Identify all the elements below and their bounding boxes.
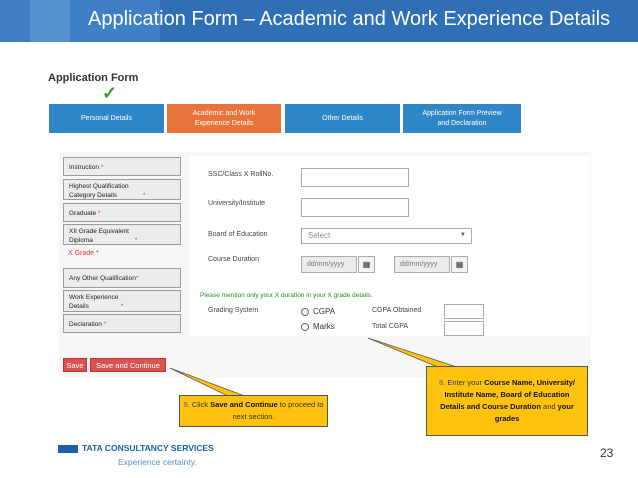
company-tagline: Experience certainty. [118, 457, 197, 467]
save-and-continue-button[interactable]: Save and Continue [90, 358, 166, 372]
chevron-down-icon: ▼ [460, 232, 466, 238]
university-label: University/Institute [208, 200, 266, 207]
end-date-input[interactable]: dd/mm/yyyy [394, 256, 450, 273]
start-date-input[interactable]: dd/mm/yyyy [301, 256, 357, 273]
grading-system-label: Grading System [208, 307, 259, 314]
save-button[interactable]: Save [63, 358, 87, 372]
company-logo: TATA CONSULTANCY SERVICES [58, 443, 214, 453]
form-heading: Application Form [48, 72, 139, 84]
sidebar-item-declaration[interactable]: Declaration * [63, 314, 181, 333]
calendar-icon[interactable]: ▦ [358, 256, 375, 273]
course-duration-label: Course Duration [208, 256, 259, 263]
roll-number-label: SSC/Class X RollNo. [208, 171, 274, 178]
tata-logo-icon [58, 445, 78, 453]
sidebar-item-highest-qualification[interactable]: Highest Qualification Category Details * [63, 179, 181, 200]
sidebar-item-other-qualification[interactable]: Any Other Qualification* [63, 268, 181, 288]
total-cgpa-label: Total CGPA [372, 323, 409, 330]
tab-label: Personal Details [81, 114, 132, 122]
sidebar-item-work-experience[interactable]: Work Experience Details * [63, 290, 181, 312]
checkmark-icon: ✓ [102, 83, 118, 103]
cgpa-obtained-label: CGPA Obtained [372, 307, 422, 314]
board-label: Board of Education [208, 231, 268, 238]
sidebar-item-graduate[interactable]: Graduate * [63, 203, 181, 222]
duration-note: Please mention only your X duration in your X grade details. [200, 292, 373, 299]
callout-step-8: 8. Enter your Course Name, University/ Institute Name, Board of Education Details and Course Duration and your grades [426, 366, 588, 436]
marks-radio-label: Marks [313, 322, 335, 331]
cgpa-radio-label: CGPA [313, 307, 336, 316]
sidebar-item-xii-grade[interactable]: XII Grade Equivalent Diploma * [63, 224, 181, 245]
tab-label: Other Details [322, 114, 363, 122]
board-select[interactable]: Select ▼ [301, 228, 472, 244]
page-number: 23 [600, 446, 614, 460]
tab-label: Application Form Preview and Declaration [422, 109, 502, 127]
sidebar-item-x-grade[interactable]: X Grade * [68, 250, 99, 257]
callout-step-9: 9. Click Save and Continue to proceed to next section. [179, 395, 328, 427]
calendar-icon[interactable]: ▦ [451, 256, 468, 273]
sidebar-item-instruction[interactable]: Instruction * [63, 157, 181, 176]
tab-label: Academic and Work Experience Details [192, 109, 256, 127]
slide-title: Application Form – Academic and Work Experience Details [88, 8, 611, 30]
